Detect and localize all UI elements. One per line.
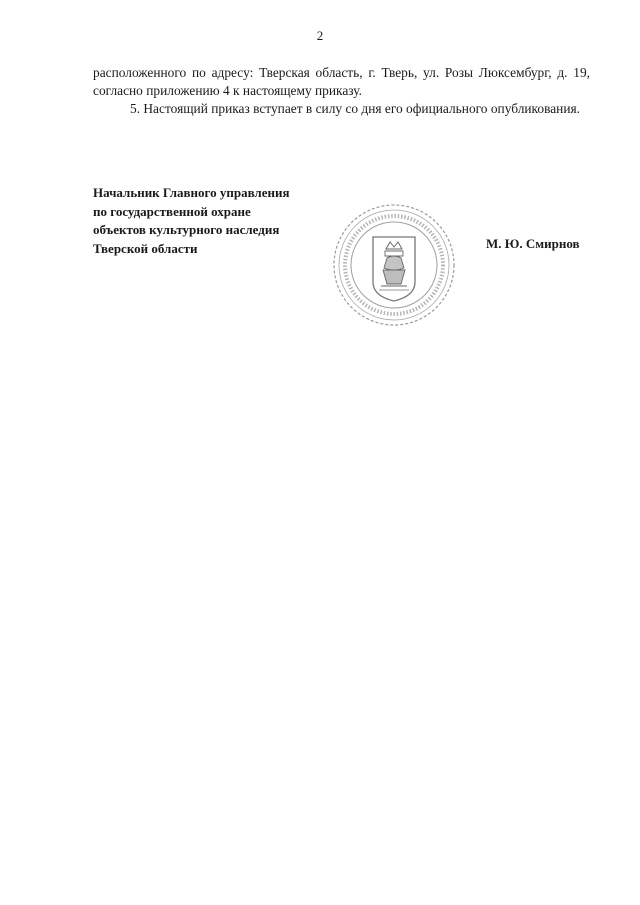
signer-name: М. Ю. Смирнов bbox=[486, 236, 580, 251]
signature-title bbox=[93, 184, 290, 258]
paragraph-item-5: 5. Настоящий приказ вступает в силу со дня его официального опубликования. bbox=[130, 101, 580, 116]
signature-title-line: объектов культурного наследия bbox=[93, 222, 280, 237]
paragraph-continuation: расположенного по адресу: Тверская область, г. Тверь, ул. Розы Люксембург, д. 19, согласно приложению 4 к настоящему приказу. bbox=[93, 65, 590, 98]
official-seal-icon bbox=[331, 202, 457, 328]
page-number: 2 bbox=[316, 28, 324, 43]
document-body bbox=[93, 64, 590, 118]
signature-title-line: по государственной охране bbox=[93, 203, 251, 219]
signature-title-line: Начальник Главного управления bbox=[93, 185, 290, 200]
signature-title-line: Тверской области bbox=[93, 240, 198, 256]
